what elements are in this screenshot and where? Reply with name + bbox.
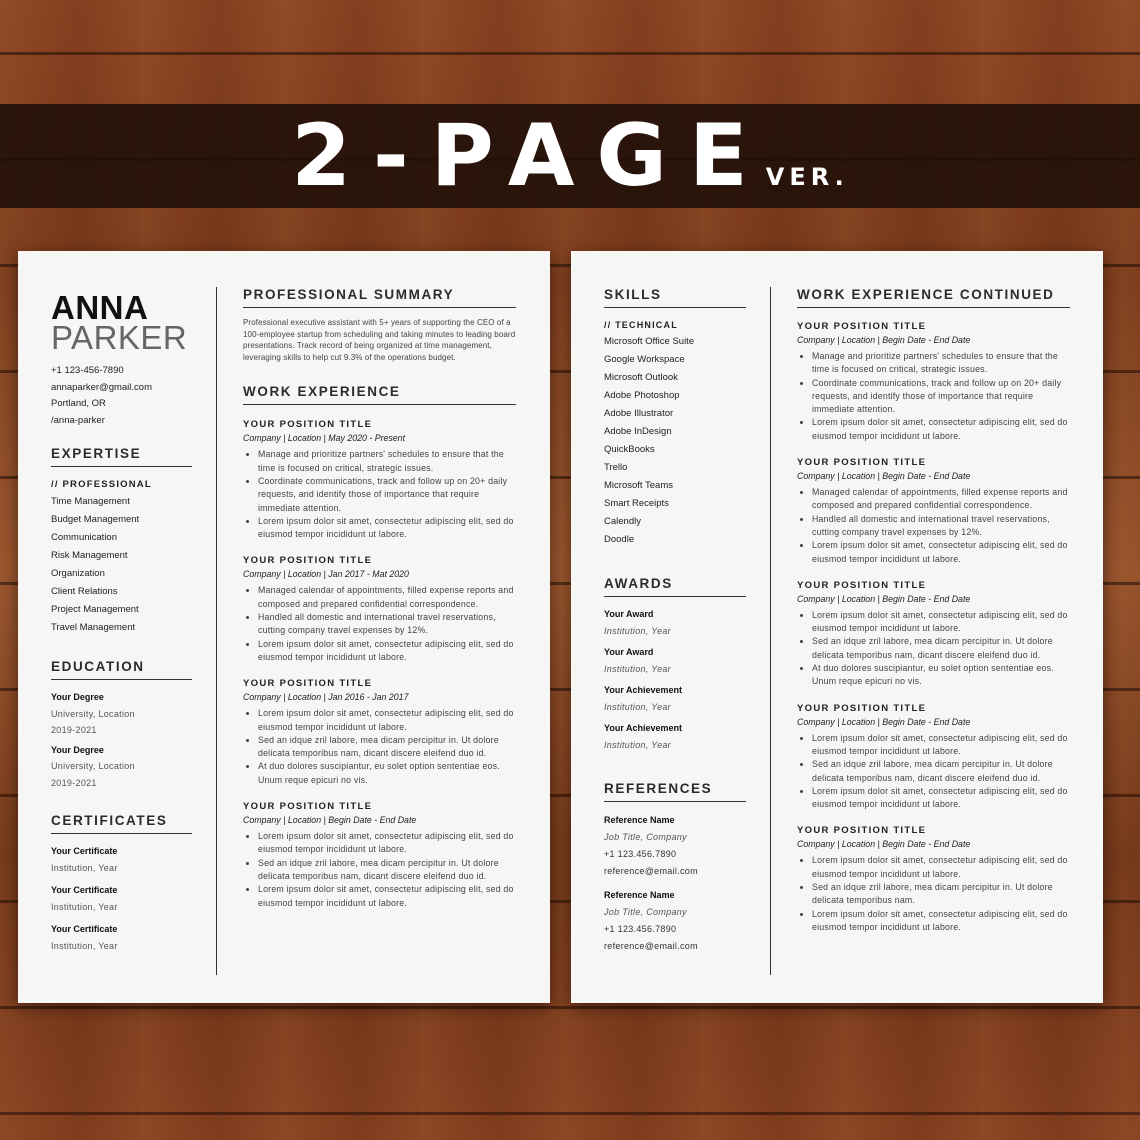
resume-page-2 bbox=[571, 251, 1103, 1003]
first-name: ANNA bbox=[51, 289, 149, 326]
skills-list bbox=[604, 333, 746, 549]
list-item: Travel Management bbox=[51, 622, 136, 633]
bullet: • Managed calendar of appointments, filled expense reports and composed and prepared confidential correspondence. bbox=[812, 486, 1070, 513]
bullet: • Sed an idque zril labore, mea dicam percipitur in. Ut dolore delicata temporibus nam, dicant discere eleifend duo id. bbox=[812, 758, 1070, 785]
expertise-section bbox=[51, 446, 192, 637]
reference-phone: +1 123.456.7890 bbox=[604, 849, 677, 859]
last-name: PARKER bbox=[51, 319, 188, 356]
list-item: Time Management bbox=[51, 496, 130, 507]
certificate-detail: Institution, Year bbox=[51, 940, 118, 951]
certificate-entry bbox=[51, 882, 192, 915]
list-item: Communication bbox=[51, 532, 117, 543]
job-meta: Company | Location | Jan 2017 - Mat 2020 bbox=[243, 569, 409, 580]
job-meta: Company | Location | Begin Date - End Date bbox=[243, 815, 417, 826]
job-entry bbox=[797, 703, 1070, 812]
list-item: Adobe Illustrator bbox=[604, 408, 674, 419]
list-item: Microsoft Outlook bbox=[604, 372, 678, 383]
right-column bbox=[797, 287, 1070, 934]
list-item: Adobe InDesign bbox=[604, 426, 672, 437]
list-item: QuickBooks bbox=[604, 444, 655, 455]
list-item: Trello bbox=[604, 462, 628, 473]
school-location: University, Location bbox=[51, 708, 135, 719]
certificate-entry bbox=[51, 921, 192, 954]
summary-text: Professional executive assistant with 5+ years of supporting the CEO of a 100-employee startup from scheduling and taking minutes to leading board presentations. Track record of being organized at time management, leveraging skills to help cut 9.3% of the operations budget. bbox=[243, 318, 516, 362]
banner-title: 2-PAGE bbox=[291, 106, 770, 206]
section-subhead: // PROFESSIONAL bbox=[51, 479, 152, 490]
award-name: Your Achievement bbox=[604, 685, 683, 695]
reference-name: Reference Name bbox=[604, 890, 675, 900]
education-entry bbox=[51, 742, 192, 792]
job-entry bbox=[797, 825, 1070, 934]
job-meta: Company | Location | Begin Date - End Date bbox=[797, 593, 971, 604]
certificates-section bbox=[51, 813, 192, 954]
work-experience-section bbox=[243, 384, 516, 909]
job-entry bbox=[243, 555, 516, 664]
certificate-entry bbox=[51, 843, 192, 876]
list-item: Project Management bbox=[51, 604, 139, 615]
reference-entry bbox=[604, 812, 746, 880]
reference-entry bbox=[604, 887, 746, 955]
phone: +1 123-456-7890 bbox=[51, 365, 124, 376]
education-section bbox=[51, 659, 192, 791]
reference-phone: +1 123.456.7890 bbox=[604, 924, 677, 934]
list-item: Doodle bbox=[604, 534, 635, 545]
section-title: PROFESSIONAL SUMMARY bbox=[243, 287, 516, 308]
bullet: • Lorem ipsum dolor sit amet, consectetur adipiscing elit, sed do eiusmod tempor incididunt ut labore. bbox=[812, 785, 1070, 812]
award-entry bbox=[604, 720, 746, 754]
references-section bbox=[604, 781, 746, 955]
bullet: • At duo dolores suscipiantur, eu solet option sententiae eos. Unum reque epicuri no vis. bbox=[812, 662, 1070, 689]
list-item: Calendly bbox=[604, 516, 641, 527]
award-name: Your Award bbox=[604, 609, 654, 619]
job-entry bbox=[243, 419, 516, 541]
bullet: • Lorem ipsum dolor sit amet, consectetur adipiscing elit, sed do eiusmod tempor incididunt ut labore. bbox=[812, 539, 1070, 566]
job-title: YOUR POSITION TITLE bbox=[797, 579, 927, 591]
bullet: • Managed calendar of appointments, filled expense reports and composed and prepared confidential correspondence. bbox=[258, 584, 516, 611]
contact-info bbox=[51, 363, 192, 429]
right-column bbox=[243, 287, 516, 910]
job-title: YOUR POSITION TITLE bbox=[797, 825, 927, 837]
award-detail: Institution, Year bbox=[604, 664, 671, 674]
section-title: CERTIFICATES bbox=[51, 813, 192, 834]
job-title: YOUR POSITION TITLE bbox=[243, 801, 373, 813]
certificate-name: Your Certificate bbox=[51, 924, 118, 934]
work-experience-continued-section bbox=[797, 287, 1070, 934]
award-entry bbox=[604, 606, 746, 640]
reference-email: reference@email.com bbox=[604, 941, 698, 951]
section-title: AWARDS bbox=[604, 576, 746, 597]
job-meta: Company | Location | Jan 2016 - Jan 2017 bbox=[243, 692, 409, 703]
job-bullets bbox=[797, 732, 1070, 812]
job-title: YOUR POSITION TITLE bbox=[797, 702, 927, 714]
expertise-list bbox=[51, 493, 192, 637]
section-title: REFERENCES bbox=[604, 781, 746, 802]
degree: Your Degree bbox=[51, 692, 104, 702]
job-entry bbox=[243, 801, 516, 910]
job-bullets bbox=[797, 854, 1070, 934]
bullet: • Coordinate communications, track and follow up on 20+ daily requests, and identify those of importance that require immediate attention. bbox=[812, 377, 1070, 417]
bullet: • Sed an idque zril labore, mea dicam percipitur in. Ut dolore delicata temporibus nam, dicant discere eleifend duo id. bbox=[258, 857, 516, 884]
bullet: • Lorem ipsum dolor sit amet, consectetur adipiscing elit, sed do eiusmod tempor incididunt ut labore. bbox=[258, 830, 516, 857]
bullet: • Lorem ipsum dolor sit amet, consectetur adipiscing elit, sed do eiusmod tempor incididunt ut labore. bbox=[812, 732, 1070, 759]
job-entry bbox=[797, 580, 1070, 689]
award-name: Your Achievement bbox=[604, 723, 683, 733]
job-meta: Company | Location | Begin Date - End Date bbox=[797, 839, 971, 850]
banner-subtitle: VER. bbox=[765, 163, 849, 191]
list-item: Microsoft Office Suite bbox=[604, 336, 695, 347]
bullet: • Lorem ipsum dolor sit amet, consectetur adipiscing elit, sed do eiusmod tempor incididunt ut labore. bbox=[812, 854, 1070, 881]
list-item: Risk Management bbox=[51, 550, 128, 561]
profile-link: /anna-parker bbox=[51, 414, 105, 426]
email: annaparker@gmail.com bbox=[51, 381, 152, 393]
job-meta: Company | Location | May 2020 - Present bbox=[243, 433, 406, 444]
left-column bbox=[604, 287, 746, 955]
job-title: YOUR POSITION TITLE bbox=[797, 321, 927, 332]
job-bullets bbox=[243, 584, 516, 664]
job-title: YOUR POSITION TITLE bbox=[243, 555, 373, 567]
degree: Your Degree bbox=[51, 744, 104, 755]
award-entry bbox=[604, 682, 746, 716]
list-item: Microsoft Teams bbox=[604, 480, 673, 491]
section-subhead: // TECHNICAL bbox=[604, 320, 678, 330]
list-item: Client Relations bbox=[51, 586, 118, 597]
job-entry bbox=[797, 321, 1070, 443]
bullet: • Lorem ipsum dolor sit amet, consectetur adipiscing elit, sed do eiusmod tempor incididunt ut labore. bbox=[258, 515, 516, 542]
job-title: YOUR POSITION TITLE bbox=[243, 419, 373, 431]
award-detail: Institution, Year bbox=[604, 702, 671, 712]
reference-name: Reference Name bbox=[604, 815, 675, 825]
bullet: • Coordinate communications, track and follow up on 20+ daily requests, and identify those of importance that require immediate attention. bbox=[258, 475, 516, 515]
resume-page-1 bbox=[18, 251, 550, 1003]
bullet: • At duo dolores suscipiantur, eu solet option sententiae eos. Unum reque epicuri no vis. bbox=[258, 760, 516, 787]
summary-section bbox=[243, 287, 516, 363]
job-bullets bbox=[797, 486, 1070, 566]
list-item: Budget Management bbox=[51, 514, 140, 525]
location: Portland, OR bbox=[51, 398, 106, 409]
award-name: Your Award bbox=[604, 647, 654, 657]
award-detail: Institution, Year bbox=[604, 740, 671, 750]
job-bullets bbox=[243, 830, 516, 910]
bullet: • Sed an idque zril labore, mea dicam percipitur in. Ut dolore delicata temporibus nam, dicant discere eleifend duo id. bbox=[812, 635, 1070, 662]
skills-section bbox=[604, 287, 746, 549]
bullet: • Lorem ipsum dolor sit amet, consectetur adipiscing elit, sed do eiusmod tempor incididunt ut labore. bbox=[812, 416, 1070, 443]
school-location: University, Location bbox=[51, 761, 135, 771]
bullet: • Lorem ipsum dolor sit amet, consectetur adipiscing elit, sed do eiusmod tempor incididunt ut labore. bbox=[258, 638, 516, 665]
reference-email: reference@email.com bbox=[604, 866, 698, 876]
certificate-detail: Institution, Year bbox=[51, 862, 118, 873]
section-title: WORK EXPERIENCE bbox=[243, 384, 516, 405]
certificate-name: Your Certificate bbox=[51, 846, 118, 856]
job-title: YOUR POSITION TITLE bbox=[243, 678, 373, 690]
list-item: Adobe Photoshop bbox=[604, 390, 680, 401]
years: 2019-2021 bbox=[51, 777, 97, 788]
reference-job: Job Title, Company bbox=[604, 832, 687, 842]
job-meta: Company | Location | Begin Date - End Date bbox=[797, 335, 971, 345]
bullet: • Lorem ipsum dolor sit amet, consectetur adipiscing elit, sed do eiusmod tempor incididunt ut labore. bbox=[258, 883, 516, 910]
awards-section bbox=[604, 576, 746, 754]
bullet: • Sed an idque zril labore, mea dicam percipitur in. Ut dolore delicata temporibus nam. bbox=[812, 881, 1070, 908]
job-bullets bbox=[243, 707, 516, 787]
list-item: Smart Receipts bbox=[604, 498, 669, 509]
years: 2019-2021 bbox=[51, 725, 97, 735]
bullet: • Lorem ipsum dolor sit amet, consectetur adipiscing elit, sed do eiusmod tempor incididunt ut labore. bbox=[812, 908, 1070, 935]
job-bullets bbox=[797, 350, 1070, 443]
job-title: YOUR POSITION TITLE bbox=[797, 457, 927, 469]
job-entry bbox=[243, 678, 516, 787]
job-bullets bbox=[243, 448, 516, 541]
list-item: Google Workspace bbox=[604, 354, 685, 365]
section-title: EDUCATION bbox=[51, 659, 192, 680]
job-meta: Company | Location | Begin Date - End Date bbox=[797, 471, 971, 482]
job-entry bbox=[797, 457, 1070, 566]
certificate-name: Your Certificate bbox=[51, 885, 118, 895]
certificate-detail: Institution, Year bbox=[51, 901, 118, 912]
section-title: EXPERTISE bbox=[51, 446, 192, 467]
bullet: • Manage and prioritize partners' schedules to ensure that the time is focused on critical, strategic issues. bbox=[258, 448, 516, 475]
bullet: • Handled all domestic and international travel reservations, cutting company travel expenses by 12%. bbox=[258, 611, 516, 638]
award-detail: Institution, Year bbox=[604, 626, 671, 636]
section-title: WORK EXPERIENCE CONTINUED bbox=[797, 287, 1070, 308]
bullet: • Sed an idque zril labore, mea dicam percipitur in. Ut dolore delicata temporibus nam, dicant discere eleifend duo id. bbox=[258, 734, 516, 761]
column-divider bbox=[216, 287, 217, 975]
education-entry bbox=[51, 689, 192, 739]
bullet: • Manage and prioritize partners' schedules to ensure that the time is focused on critical, strategic issues. bbox=[812, 350, 1070, 377]
left-column bbox=[51, 289, 192, 954]
column-divider bbox=[770, 287, 771, 975]
bullet: • Handled all domestic and international travel reservations, cutting company travel expenses by 12%. bbox=[812, 513, 1070, 540]
bullet: • Lorem ipsum dolor sit amet, consectetur adipiscing elit, sed do eiusmod tempor incididunt ut labore. bbox=[812, 609, 1070, 636]
title-banner bbox=[0, 104, 1140, 208]
job-meta: Company | Location | Begin Date - End Date bbox=[797, 716, 971, 727]
section-title: SKILLS bbox=[604, 287, 746, 308]
award-entry bbox=[604, 644, 746, 678]
reference-job: Job Title, Company bbox=[604, 907, 687, 917]
bullet: • Lorem ipsum dolor sit amet, consectetur adipiscing elit, sed do eiusmod tempor incididunt ut labore. bbox=[258, 707, 516, 734]
job-bullets bbox=[797, 609, 1070, 689]
list-item: Organization bbox=[51, 568, 105, 579]
